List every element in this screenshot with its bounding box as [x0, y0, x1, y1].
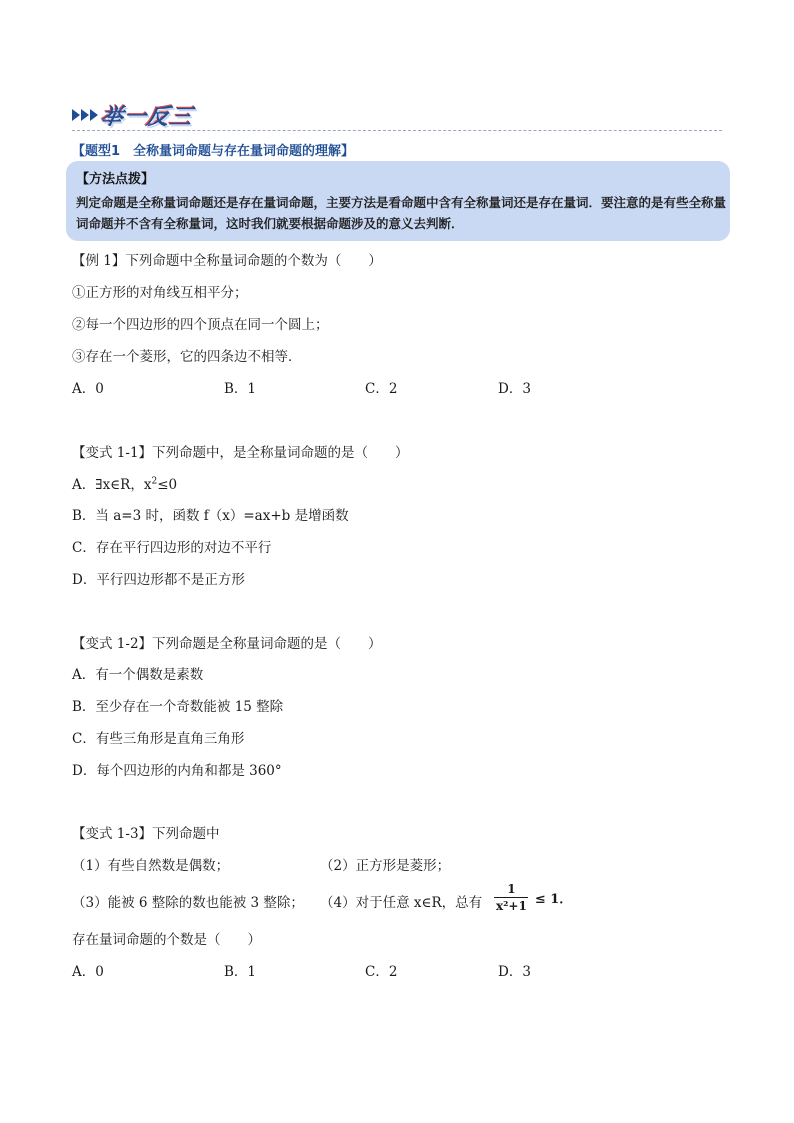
variant2-option-d: D．每个四边形的内角和都是 360°	[72, 763, 282, 779]
variant1-option-b: B．当 a=3 时，函数 f（x）=ax+b 是增函数	[72, 508, 349, 524]
variant3-option-c: C．2	[365, 964, 398, 980]
superscript: 2	[151, 476, 158, 487]
example1-stem: 【例 1】下列命题中全称量词命题的个数为（ ）	[72, 253, 382, 269]
example1-item: ③存在一个菱形，它的四条边不相等．	[72, 349, 302, 365]
variant1-option-a-text: A．∃x∈R，x	[72, 477, 152, 493]
variant1-option-a	[72, 473, 177, 493]
variant1-option-a-suffix: ≤0	[157, 477, 178, 493]
example1-item: ②每一个四边形的四个顶点在同一个圆上；	[72, 317, 329, 333]
fraction-bar	[494, 897, 528, 898]
variant2-stem: 【变式 1-2】下列命题是全称量词命题的是（ ）	[72, 636, 382, 652]
variant2-option-c: C．有些三角形是直角三角形	[72, 731, 245, 747]
variant2-option-a: A．有一个偶数是素数	[72, 667, 204, 683]
divider	[72, 130, 722, 131]
variant3-proposition-1: （1）有些自然数是偶数；	[72, 858, 230, 874]
variant3-option-a: A．0	[72, 964, 104, 980]
example1-option-c: C．2	[365, 381, 398, 397]
variant3-proposition-2: （2）正方形是菱形；	[320, 858, 451, 874]
example1-option-d: D．3	[498, 381, 531, 397]
example1-item: ①正方形的对角线互相平分；	[72, 285, 248, 301]
section-banner	[72, 100, 193, 130]
variant3-question: 存在量词命题的个数是（ ）	[72, 932, 261, 948]
fraction-numerator: 1	[507, 882, 516, 896]
method-title: 【方法点拨】	[76, 172, 155, 187]
fraction	[494, 882, 529, 913]
fraction-denominator: x²+1	[496, 899, 527, 913]
variant3-stem: 【变式 1-3】下列命题中	[72, 826, 220, 842]
variant3-option-d: D．3	[498, 964, 531, 980]
topic-heading: 【题型1 全称量词命题与存在量词命题的理解】	[72, 144, 355, 159]
variant2-option-b: B．至少存在一个奇数能被 15 整除	[72, 699, 284, 715]
triple-arrow-icon	[72, 109, 99, 121]
method-text: 判定命题是全称量词命题还是存在量词命题，主要方法是看命题中含有全称量词还是存在量词．要注意的是有些全称量词命题并不含有全称量词，这时我们就要根据命题涉及的意义去判断．	[76, 195, 727, 231]
inequality-formula	[494, 882, 572, 913]
variant1-option-d: D．平行四边形都不是正方形	[72, 572, 245, 588]
example1-option-b: B．1	[224, 381, 257, 397]
variant3-proposition-4: （4）对于任意 x∈R，总有	[320, 895, 483, 911]
banner-title: 举一反三	[98, 104, 195, 130]
variant3-option-b: B．1	[224, 964, 257, 980]
inequality-rest: ≤ 1．	[534, 892, 573, 907]
variant3-proposition-3: （3）能被 6 整除的数也能被 3 整除；	[72, 895, 304, 911]
variant1-option-c: C．存在平行四边形的对边不平行	[72, 540, 272, 556]
variant1-stem: 【变式 1-1】下列命题中，是全称量词命题的是（ ）	[72, 445, 409, 461]
example1-option-a: A．0	[72, 381, 104, 397]
